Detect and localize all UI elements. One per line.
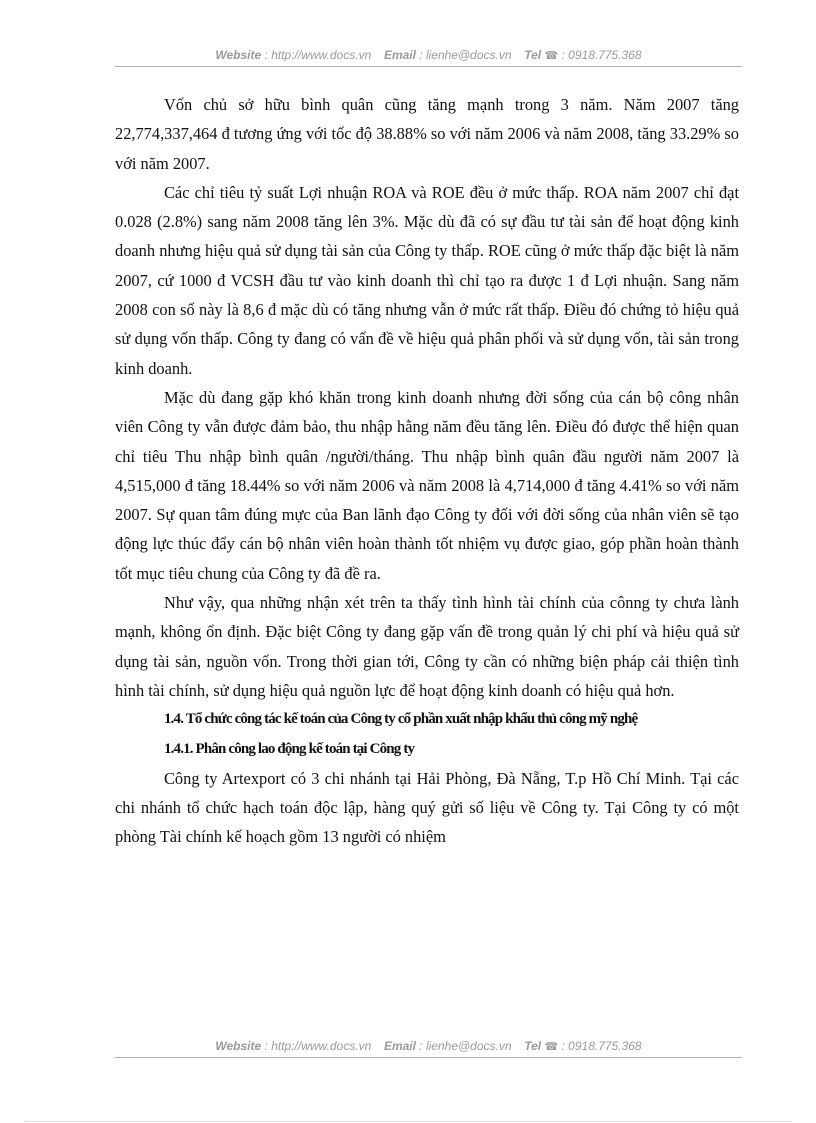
- email-label: Email: [383, 48, 416, 62]
- footer-website-url[interactable]: : http://www.docs.vn: [264, 1039, 372, 1053]
- paragraph-roa-roe: Các chỉ tiêu tỷ suất Lợi nhuận ROA và ROE đều ở mức thấp. ROA năm 2007 chỉ đạt 0.028 (2.8%) sang năm 2008 tăng lên 3%. Mặc dù đã có sự đầu tư tài sản để hoạt động kinh doanh nhưng hiệu quả sử dụng tài sản của Công ty thấp. ROE cũng ở mức thấp đặc biệt là năm 2007, cứ 1000 đ VCSH đầu tư vào kinh doanh thì chỉ tạo ra được 1 đ Lợi nhuận. Sang năm 2008 con số này là 8,6 đ mặc dù có tăng nhưng vẫn ở mức rất thấp. Điều đó chứng tỏ hiệu quả sử dụng vốn thấp. Công ty đang có vấn đề về hiệu quả phân phối và sử dụng vốn, tài sản trong kinh doanh.: [115, 182, 739, 378]
- phone-icon: ☎: [544, 1041, 559, 1053]
- footer-email-label: Email: [383, 1039, 416, 1053]
- footer-rule: [115, 1057, 742, 1058]
- website-url[interactable]: : http://www.docs.vn: [264, 48, 372, 62]
- tel-number: : 0918.775.368: [561, 48, 642, 62]
- website-label: Website: [215, 48, 262, 62]
- paragraph-equity: Vốn chủ sở hữu bình quân cũng tăng mạnh trong 3 năm. Năm 2007 tăng 22,774,337,464 đ tương ứng với tốc độ 38.88% so với năm 2006 và năm 2008, tăng 33.29% so với năm 2007.: [115, 95, 739, 173]
- page-bottom-border: [25, 1121, 791, 1122]
- footer-tel-label: Tel: [524, 1039, 542, 1053]
- footer-tel-number: : 0918.775.368: [561, 1039, 642, 1053]
- footer-email-address[interactable]: : lienhe@docs.vn: [419, 1039, 512, 1053]
- footer-website-label: Website: [215, 1039, 262, 1053]
- paragraph-artexport: Công ty Artexport có 3 chi nhánh tại Hải Phòng, Đà Nẵng, T.p Hồ Chí Minh. Tại các chi nhánh tổ chức hạch toán độc lập, hàng quý gửi số liệu về Công ty. Tại Công ty có một phòng Tài chính kế hoạch gồm 13 người có nhiệm: [115, 768, 739, 847]
- page-footer: [115, 1039, 742, 1053]
- section-heading: 1.4. Tổ chức công tác kế toán của Công ty cổ phần xuất nhập khẩu thủ công mỹ nghệ: [164, 711, 638, 728]
- email-address[interactable]: : lienhe@docs.vn: [419, 48, 512, 62]
- subsection-heading: 1.4.1. Phân công lao động kế toán tại Công ty: [164, 740, 415, 757]
- document-body: [115, 90, 739, 852]
- page-header: [115, 48, 742, 62]
- header-rule: [115, 66, 742, 67]
- tel-label: Tel: [524, 48, 542, 62]
- paragraph-summary: Như vậy, qua những nhận xét trên ta thấy tình hình tài chính của cônng ty chưa lành mạnh, không ổn định. Đặc biệt Công ty đang gặp vấn đề trong quản lý chi phí và hiệu quả sử dụng tài sản, nguồn vốn. Trong thời gian tới, Công ty cần có những biện pháp cải thiện tình hình tài chính, sử dụng hiệu quả nguồn lực để hoạt động kinh doanh có hiệu quả hơn.: [115, 593, 739, 700]
- paragraph-income: Mặc dù đang gặp khó khăn trong kinh doanh nhưng đời sống của cán bộ công nhân viên Công ty vẫn được đảm bảo, thu nhập hằng năm đều tăng lên. Điều đó được thể hiện quan chỉ tiêu Thu nhập bình quân /người/tháng. Thu nhập bình quân đầu người năm 2007 là 4,515,000 đ tăng 18.44% so với năm 2006 và năm 2008 là 4,714,000 đ tăng 4.41% so với năm 2007. Sự quan tâm đúng mực của Ban lãnh đạo Công ty đối với đời sống của nhân viên sẽ tạo động lực thúc đẩy cán bộ nhân viên hoàn thành tốt nhiệm vụ được giao, góp phần hoàn thành tốt mục tiêu chung của Công ty đã đề ra.: [115, 387, 739, 583]
- phone-icon: ☎: [544, 50, 559, 62]
